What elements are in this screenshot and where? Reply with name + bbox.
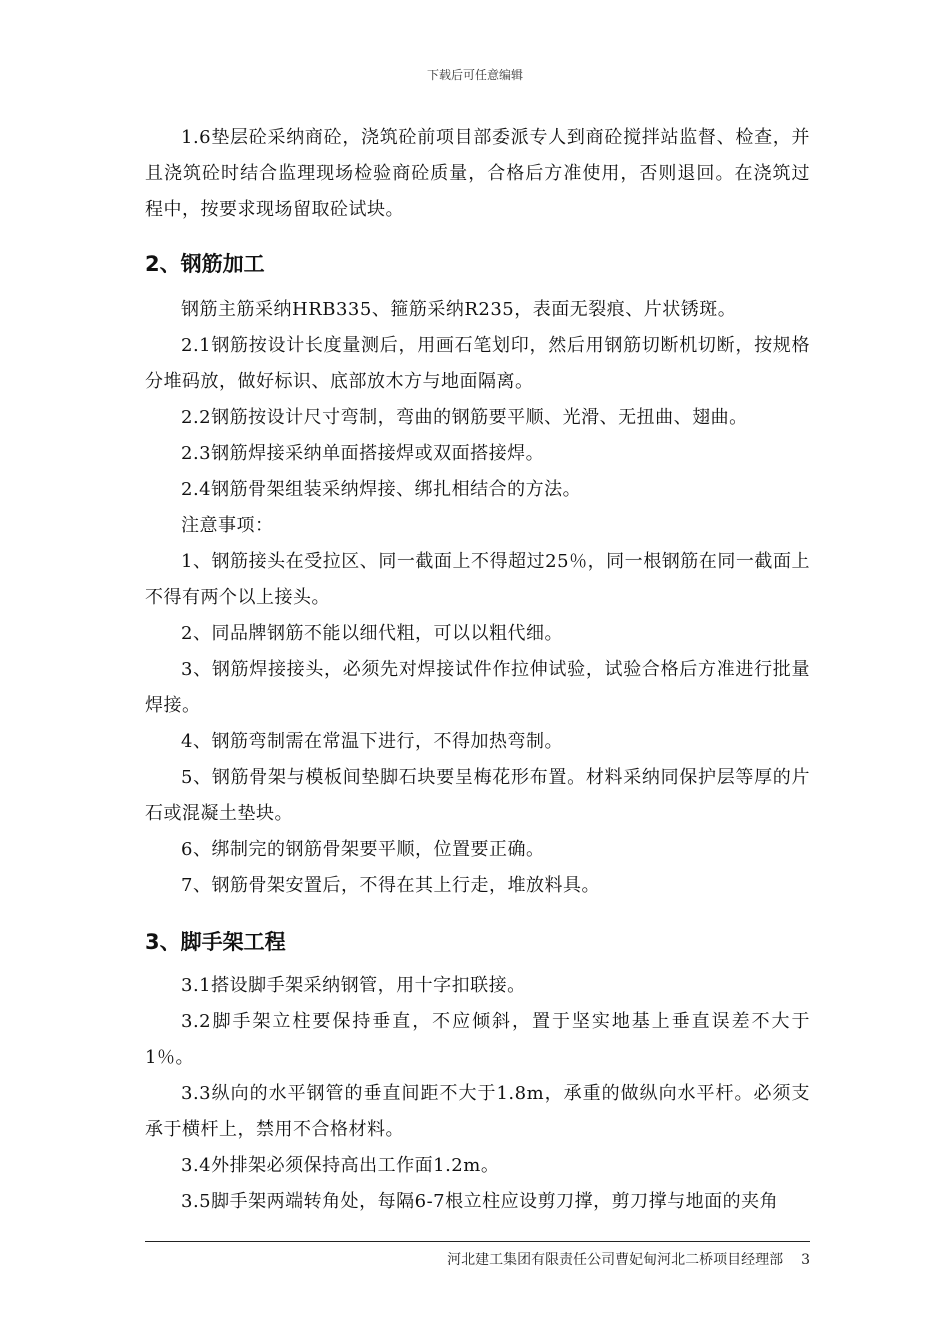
footer-divider xyxy=(145,1241,810,1242)
page-footer xyxy=(447,1249,810,1269)
note-item: 5、钢筋骨架与模板间垫脚石块要呈梅花形布置。材料采纳同保护层等厚的片石或混凝土垫块。 xyxy=(145,767,810,824)
section-3-heading: 3、脚手架工程 xyxy=(145,930,286,954)
note-item: 2、同品牌钢筋不能以细代粗，可以以粗代细。 xyxy=(181,623,563,644)
section-2-paragraph: 钢筋主筋采纳HRB335、箍筋采纳R235，表面无裂痕、片状锈斑。 xyxy=(181,299,737,320)
section-3-paragraph: 3.3纵向的水平钢管的垂直间距不大于1.8m，承重的做纵向水平杆。必须支承于横杆上，禁用不合格材料。 xyxy=(145,1083,810,1140)
note-item: 7、钢筋骨架安置后，不得在其上行走，堆放料具。 xyxy=(181,875,600,896)
document-body xyxy=(145,120,810,1220)
note-item: 6、绑制完的钢筋骨架要平顺，位置要正确。 xyxy=(181,839,545,860)
header-note: 下载后可任意编辑 xyxy=(426,68,523,82)
section-2-paragraph: 2.4钢筋骨架组装采纳焊接、绑扎相结合的方法。 xyxy=(181,479,582,500)
section-3-paragraph: 3.1搭设脚手架采纳钢管，用十字扣联接。 xyxy=(181,975,526,996)
section-3-paragraph: 3.2脚手架立柱要保持垂直，不应倾斜，置于坚实地基上垂直误差不大于1％。 xyxy=(145,1011,810,1068)
note-item: 3、钢筋焊接接头，必须先对焊接试件作拉伸试验，试验合格后方准进行批量焊接。 xyxy=(145,659,810,716)
note-item: 4、钢筋弯制需在常温下进行，不得加热弯制。 xyxy=(181,731,563,752)
intro-paragraph: 1.6垫层砼采纳商砼，浇筑砼前项目部委派专人到商砼搅拌站监督、检查，并且浇筑砼时结合监理现场检验商砼质量，合格后方准使用，否则退回。在浇筑过程中，按要求现场留取砼试块。 xyxy=(145,127,810,220)
section-2-paragraph: 2.3钢筋焊接采纳单面搭接焊或双面搭接焊。 xyxy=(181,443,545,464)
page-number: 3 xyxy=(801,1252,810,1268)
footer-organization: 河北建工集团有限责任公司曹妃甸河北二桥项目经理部 xyxy=(447,1252,784,1268)
notes-label: 注意事项： xyxy=(181,515,274,536)
section-2-heading: 2、钢筋加工 xyxy=(145,252,265,276)
section-3-paragraph: 3.4外排架必须保持高出工作面1.2m。 xyxy=(181,1155,500,1176)
section-2-paragraph: 2.1钢筋按设计长度量测后，用画石笔划印，然后用钢筋切断机切断，按规格分堆码放，做好标识、底部放木方与地面隔离。 xyxy=(145,335,810,392)
note-item: 1、钢筋接头在受拉区、同一截面上不得超过25％，同一根钢筋在同一截面上不得有两个以上接头。 xyxy=(145,551,810,608)
section-2-paragraph: 2.2钢筋按设计尺寸弯制，弯曲的钢筋要平顺、光滑、无扭曲、翅曲。 xyxy=(181,407,748,428)
section-3-paragraph: 3.5脚手架两端转角处，每隔6-7根立柱应设剪刀撑，剪刀撑与地面的夹角 xyxy=(181,1191,779,1212)
